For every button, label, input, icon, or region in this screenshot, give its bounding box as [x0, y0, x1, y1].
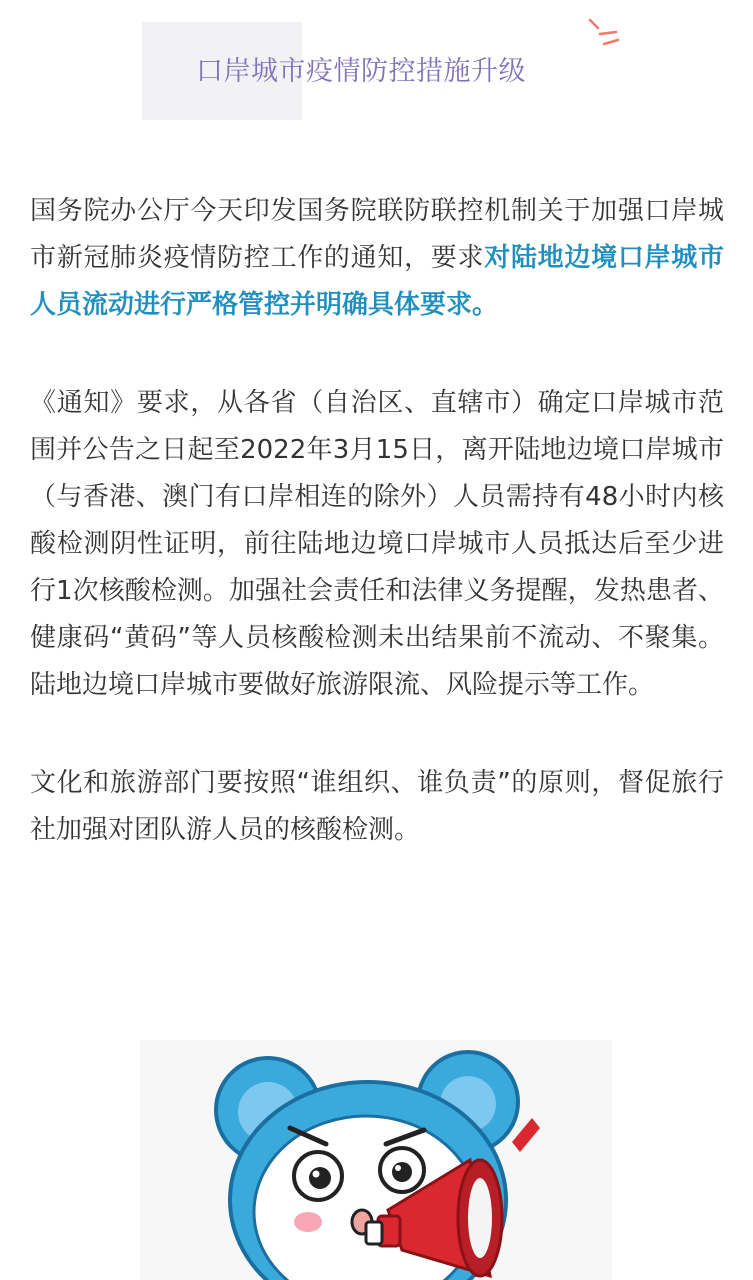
paragraph-intro — [30, 188, 724, 329]
paragraph-notice: 《通知》要求，从各省（自治区、直辖市）确定口岸城市范围并公告之日起至2022年3月15日，离开陆地边境口岸城市（与香港、澳门有口岸相连的除外）人员需持有48小时内核酸检测阴性证明，前往陆地边境口岸城市人员抵达后至少进行1次核酸检测。加强社会责任和法律义务提醒，发热患者、健康码“黄码”等人员核酸检测未出结果前不流动、不聚集。陆地边境口岸城市要做好旅游限流、风险提示等工作。 — [30, 388, 724, 700]
intro-text: 国务院办公厅今天印发国务院联防联控机制关于加强口岸城市新冠肺炎疫情防控工作的通知，要求 — [30, 196, 724, 273]
intro-highlight: 对陆地边境口岸城市人员流动进行严格管控并明确具体要求。 — [30, 243, 724, 320]
paragraph-tourism: 文化和旅游部门要按照“谁组织、谁负责”的原则，督促旅行社加强对团队游人员的核酸检测。 — [30, 768, 724, 845]
article-body — [30, 188, 724, 905]
page-title: 口岸城市疫情防控措施升级 — [196, 56, 526, 87]
mouse-mascot-with-megaphone-icon — [140, 1040, 612, 1280]
sparkle-lines-icon — [584, 14, 624, 48]
mascot-illustration — [140, 1040, 612, 1280]
